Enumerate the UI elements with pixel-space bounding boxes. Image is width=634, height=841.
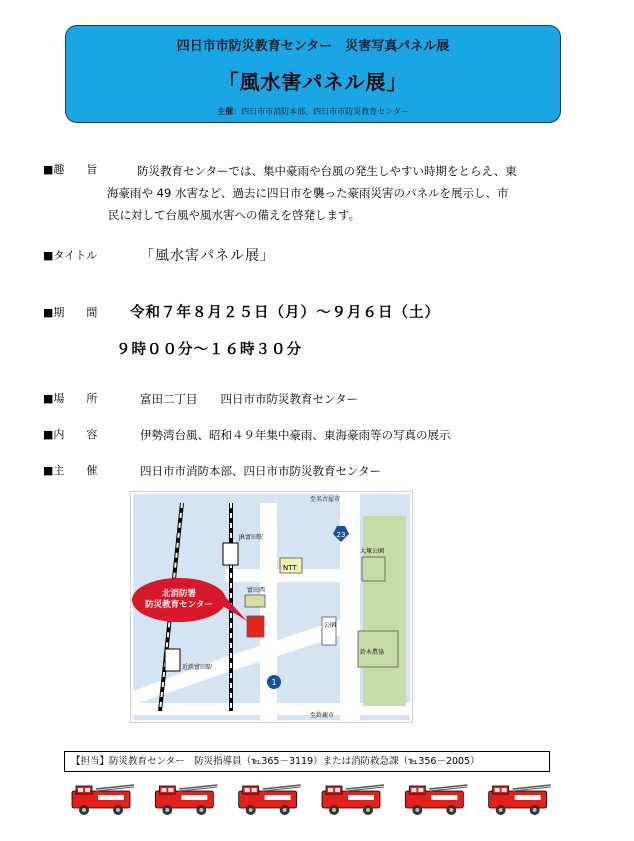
header-subtitle: 四日市市防災教育センター 災害写真パネル展 [176,39,450,54]
purpose-text [107,160,577,226]
period-hours: ９時００分～１６時３０分 [116,342,302,358]
park-label: 公園 [324,622,337,629]
nishi-block [245,595,265,607]
fire-truck-icon [155,785,217,815]
nishi-label: 富田西 [247,587,266,594]
route-1-number: 1 [271,678,277,687]
south-label: 至鈴鹿市 [310,712,335,719]
sponsor-text: ：四日市市消防本部、四日市市防災教育センター [233,107,409,116]
purpose-label: ■趣 旨 [43,163,98,176]
callout-line-2: 防災教育センター [145,600,213,610]
school-label: 大塚公園 [360,548,385,555]
header-sponsor [66,106,560,117]
content-value: 伊勢湾台風、昭和４９年集中豪雨、東海豪雨等の写真の展示 [140,428,451,442]
callout-line-1: 北消防署 [161,589,197,599]
header-banner [65,25,561,123]
jr-station-box [223,543,238,565]
sponsor-label: 主催 [217,107,234,116]
title-value: 「風水害パネル展」 [140,248,275,264]
content-label: ■内 容 [43,428,98,441]
north-label: 至名古屋市 [310,496,341,503]
route-23-number: 23 [336,531,346,539]
fire-truck-icon [405,785,467,815]
fire-truck-icon [239,785,301,815]
place-label: ■場 所 [43,392,98,405]
organizer-value: 四日市市消防本部、四日市市防災教育センター [140,464,382,478]
kintetsu-station-label: 近鉄富田駅 [182,664,213,671]
place-value: 富田二丁目 四日市市防災教育センター [140,392,359,406]
organizer-label: ■主 催 [43,464,98,477]
fire-truck-icon [322,785,384,815]
fire-truck-row [68,781,568,817]
green-block [363,516,406,706]
ntt-label: NTT [283,564,297,572]
purpose-line-2: 海豪雨や 49 水害など、過去に四日市を襲った豪雨災害のパネルを展示し、市 [107,186,509,200]
facility-block [247,616,264,637]
school-block [362,557,385,581]
fire-truck-icon [72,785,134,815]
contact-box: 【担当】防災教育センター 防災指導員（℡365－3119）または消防救急課（℡356－2005） [64,751,550,772]
purpose-line-3: 民に対して台風や風水害への備えを啓発します。 [108,208,361,222]
header-title: 「風水害パネル展」 [218,70,408,94]
period-dates: 令和７年８月２５日（月）～９月６日（土） [130,305,440,321]
title-label: ■タイトル [43,249,98,262]
purpose-line-1: 防災教育センターでは、集中豪雨や台風の発生しやすい時期をとらえ、東 [137,164,517,178]
access-map [130,491,413,723]
period-label: ■期 間 [43,306,98,319]
fire-truck-icon [489,785,551,815]
kintetsu-station-box [165,649,180,671]
jr-station-label: JR富田駅 [239,534,263,541]
shrine-label: 鈴木農協 [360,649,385,656]
